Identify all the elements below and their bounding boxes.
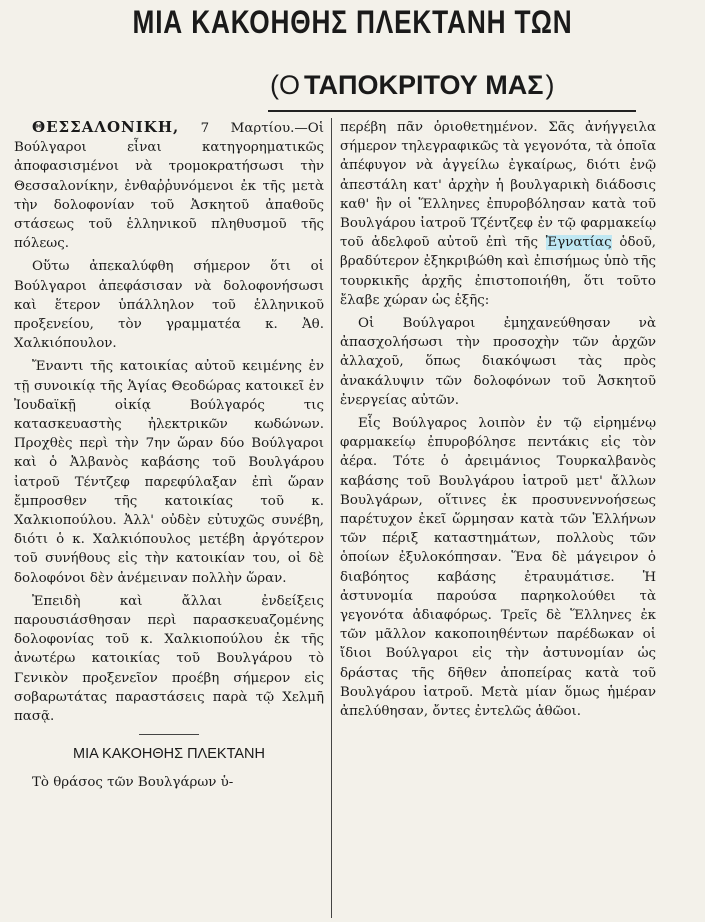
paragraph-4: Ἐπειδὴ καὶ ἄλλαι ἐνδείξεις παρουσιάσθησαν περὶ παρασκευαζομένης δολοφονίας τοῦ κ. Χαλκιοπούλου ἐκ τῆς ἀνωτέρω κατοικίας τοῦ Βουλγάρου τὸ Γενικὸν προξενεῖον προέβη σήμερον εἰς σοβαρωτάτας παραστάσεις παρὰ τῷ Χελμῆ πασᾷ. [14,593,324,725]
subhead-close: ) [545,70,555,100]
subhead-text: ΤΑΠΟΚΡΙΤΟΥ ΜΑΣ [304,70,544,100]
highlighted-word: Ἐγνατίας [545,235,612,251]
header-rule [268,110,636,112]
section-subtitle: ΜΙΑ ΚΑΚΟΗΘΗΣ ΠΛΕΚΤΑΝΗ [73,746,265,763]
dateline-text: 7 Μαρτίου.—Οἱ Βούλγαροι εἶναι κατηγορηματικῶς ἀποφασισμένοι νὰ τρομοκρατήσωσι τὴν Θεσσαλονίκην, ἐνθαῤῥυνόμενοι ἐκ τῆς μετὰ τὴν δολοφονίαν τοῦ Ἀσκητοῦ ἀπαθοῦς στάσεως τοῦ ἑλληνικοῦ πληθυσμοῦ τῆς πόλεως. [14,121,324,252]
paragraph-5: Τὸ θράσος τῶν Βουλγάρων ὑ- [32,774,234,790]
right-paragraph-1 [340,118,656,310]
left-column [14,118,324,918]
dateline-place: ΘΕΣΣΑΛΟΝΙΚΗ, [32,118,180,136]
right-paragraph-1-text: περέβη πᾶν ὁριοθετημένον. Σᾶς ἀνήγγειλα σήμερον τηλεγραφικῶς τὰ γεγονότα, τὰ ὁποῖα ἀπέφυγον νὰ ἀγγείλω ἐγκαίρως, διότι ἐνῷ ἀπεστάλη κατ' ἀρχὴν ἡ βουλγαρικὴ διάδοσις καθ' ἣν οἱ Ἕλληνες ἐπυροβόλησαν κατὰ τοῦ Βουλγάρου ἰατροῦ Τζέντζεφ ἐν τῷ φαρμακείῳ τοῦ ἀδελφοῦ αὐτοῦ ἐπὶ τῆς [340,120,656,251]
subhead [270,70,635,108]
right-paragraph-2: Οἱ Βούλγαροι ἐμηχανεύθησαν νὰ ἀπασχολήσωσι τὴν προσοχὴν τῶν ἀρχῶν ἀλλαχοῦ, ὅπως διακόψωσι τὰς πρὸς ἀνακάλυψιν τῶν δολοφόνων τοῦ Ἀσκητοῦ ἐνεργείας αὐτῶν. [340,316,656,408]
section-separator [139,734,199,735]
right-paragraph-1-end: ὁδοῦ, βραδύτερον ἐξηκριβώθη καὶ ἐπισήμως ὑπὸ τῆς τουρκικῆς ἀρχῆς ἐπιστοποιήθη, ὅτι τοῦτο ἔλαβε χώραν ὡς ἑξῆς: [340,235,656,308]
right-paragraph-3: Εἷς Βούλγαρος λοιπὸν ἐν τῷ εἰρημένῳ φαρμακείῳ ἐπυροβόλησε πεντάκις εἰς τὸν ἀέρα. Τότε ὁ ἀρειμάνιος Τουρκαλβανὸς καβάσης τοῦ Βουλγάρου ἰατροῦ μετ' ἄλλων Βουλγάρων, οἵτινες ἐκ προσυνεννοήσεως παρέτυχον ἐκεῖ ὥρμησαν κατὰ τῶν Ἑλλήνων τῶν πέριξ καταστημάτων, πολλοὺς τῶν ὁποίων ἐξυλοκόπησαν. Ἕνα δὲ μάγειρον ὁ διαβόητος καβάσης ἐτραυμάτισε. Ἡ ἀστυνομία παρούσα παρηκολούθει τὰ γεγονότα ἀδιαφόρως. Τρεῖς δὲ Ἕλληνες ἐκ τῶν μᾶλλον κακοποιηθέντων παρέδωκαν οἱ ἴδιοι Βούλγαροι εἰς τὴν ἀστυνομίαν ὡς δράστας τῆς δῆθεν ἀποπείρας κατὰ τοῦ Βουλγάρου ἰατροῦ. Μετὰ μίαν ὅμως ἡμέραν ἀπελύθησαν, ὄντες ἐντελῶς ἀθῶοι. [340,416,656,720]
paragraph-3: Ἔναντι τῆς κατοικίας αὐτοῦ κειμένης ἐν τῇ συνοικίᾳ τῆς Ἁγίας Θεοδώρας κατοικεῖ ἐν Ἰουδαϊκῇ οἰκίᾳ Βούλγαρός τις κατασκευαστὴς ἠλεκτρικῶν κωδώνων. Προχθὲς περὶ τὴν 7ην ὥραν δύο Βούλγαροι καὶ ὁ Ἀλβανὸς καβάσης τοῦ Βουλγάρου ἰατροῦ Τέντζεφ παρεφύλαξαν ἐπὶ ὥραν ἔμπροσθεν τῆς κατοικίας τοῦ κ. Χαλκιοπούλου. Ἀλλ' οὐδὲν εὐτυχῶς συνέβη, διότι ὁ κ. Χαλκιόπουλος μετέβη ἀργότερον τοῦ συνήθους εἰς τὴν κατοικίαν του, οἱ δὲ δολοφόνοι δὲν ἀνέμειναν πολλὴν ὥραν. [14,359,324,586]
right-column [340,118,656,918]
dateline-paragraph [14,118,324,253]
column-divider [331,118,332,918]
headline: ΜΙΑ ΚΑΚΟΗΘΗΣ ΠΛΕΚΤΑΝΗ ΤΩΝ [132,4,573,40]
paragraph-2: Οὕτω ἀπεκαλύφθη σήμερον ὅτι οἱ Βούλγαροι ἀπεφάσισαν νὰ δολοφονήσωσι καὶ ἕτερον ὑπάλληλον τοῦ ἑλληνικοῦ προξενείου, τὸν γραμματέα κ. Ἀθ. Χαλκιόπουλον. [14,259,324,352]
subhead-open: (Ο [270,70,300,100]
